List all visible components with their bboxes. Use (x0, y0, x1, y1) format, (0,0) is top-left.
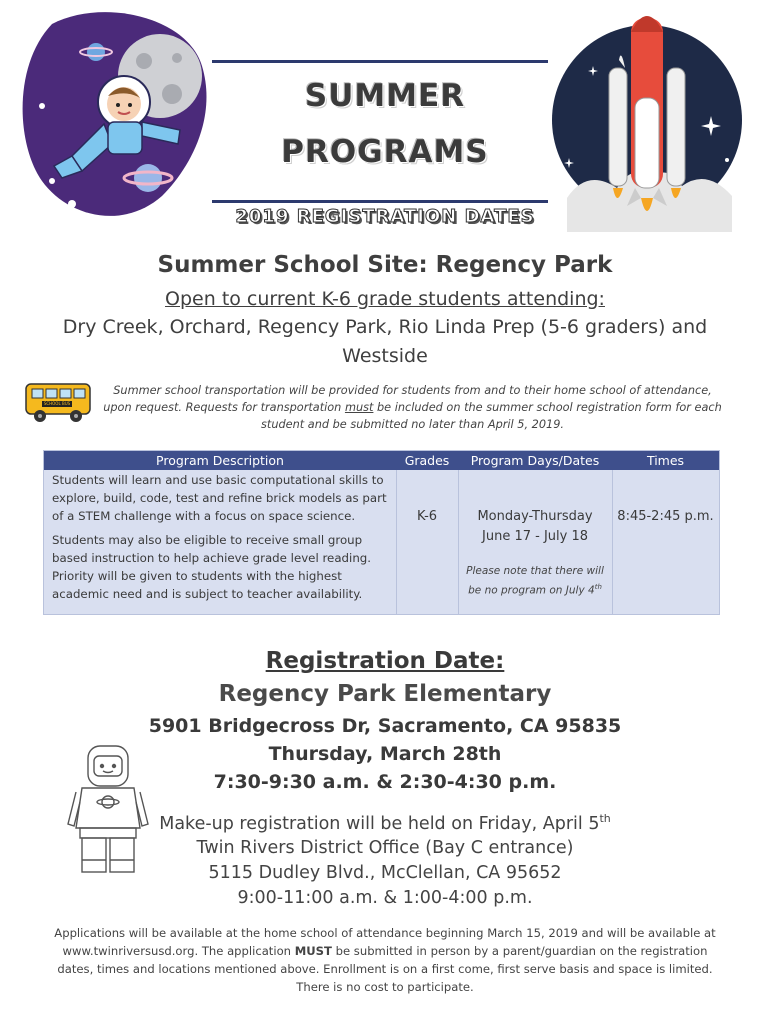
july-4-note: Please note that there will be no program on July 4th (466, 565, 604, 597)
registration-date: Thursday, March 28th (268, 743, 502, 765)
program-times: 8:45-2:45 p.m. (617, 509, 714, 524)
registration-heading: Registration Date: (265, 648, 505, 674)
footer-note: Applications will be available at the home school of attendance beginning March 15, 2019 and will be available at www.twinriversusd.org. The application MUST be submitted in person by a parent/guardian on the registration dates, times and locations mentioned above. Enrollment is on a first come, first serve basis and space is limited. There is no cost to participate. (54, 926, 716, 994)
table-header-row (44, 451, 719, 470)
site-title: Summer School Site: Regency Park (157, 252, 613, 278)
makeup-address: 5115 Dudley Blvd., McClellan, CA 95652 (208, 863, 562, 883)
program-table (43, 450, 720, 615)
program-dates: June 17 - July 18 (482, 529, 588, 544)
school-bus-icon (24, 378, 94, 424)
header-days-dates: Program Days/Dates (470, 453, 600, 468)
astronaut-illustration (12, 6, 212, 222)
must-emphasis: must (344, 401, 374, 414)
makeup-times: 9:00-11:00 a.m. & 1:00-4:00 p.m. (237, 888, 533, 908)
registration-dates-subtitle: 2019 REGISTRATION DATES (235, 206, 535, 227)
transportation-note: Summer school transportation will be provided for students from and to their home school of attendance, upon request. Requests for transportation must be included on the summer school registration form for each student and be submitted no later than April 5, 2019. (103, 384, 722, 431)
program-description-1: Students will learn and use basic computational skills to explore, build, code, test and refine brick models as part of a STEM challenge with a focus on space science. (52, 473, 387, 523)
open-to-heading: Open to current K-6 grade students attending: (165, 288, 605, 310)
makeup-location: Twin Rivers District Office (Bay C entrance) (196, 838, 574, 858)
rocket-illustration (547, 8, 747, 232)
header-line-bottom (212, 200, 548, 203)
makeup-line-1: Make-up registration will be held on Friday, April 5th (159, 812, 611, 834)
registration-school: Regency Park Elementary (218, 681, 552, 707)
column-divider (396, 470, 397, 614)
header-times: Times (646, 453, 685, 468)
column-divider (612, 470, 613, 614)
registration-times: 7:30-9:30 a.m. & 2:30-4:30 p.m. (213, 771, 557, 793)
title-programs: PROGRAMS (281, 134, 489, 170)
bus-sign: SCHOOL BUS (43, 401, 71, 406)
header-line-top (212, 60, 548, 63)
title-summer: SUMMER (304, 78, 466, 114)
grades-value: K-6 (416, 509, 438, 524)
program-days: Monday-Thursday (477, 509, 593, 524)
registration-address: 5901 Bridgecross Dr, Sacramento, CA 95835 (148, 715, 622, 737)
program-description-2: Students may also be eligible to receive small group based instruction to help achieve grade level reading. Priority will be given to students with the highest academic need and is subject to teacher availability. (52, 533, 372, 601)
header-grades: Grades (404, 453, 450, 468)
header-program-description: Program Description (156, 453, 284, 468)
schools-list: Dry Creek, Orchard, Regency Park, Rio Linda Prep (5-6 graders) and Westside (62, 316, 708, 367)
must-bold: MUST (294, 944, 332, 958)
